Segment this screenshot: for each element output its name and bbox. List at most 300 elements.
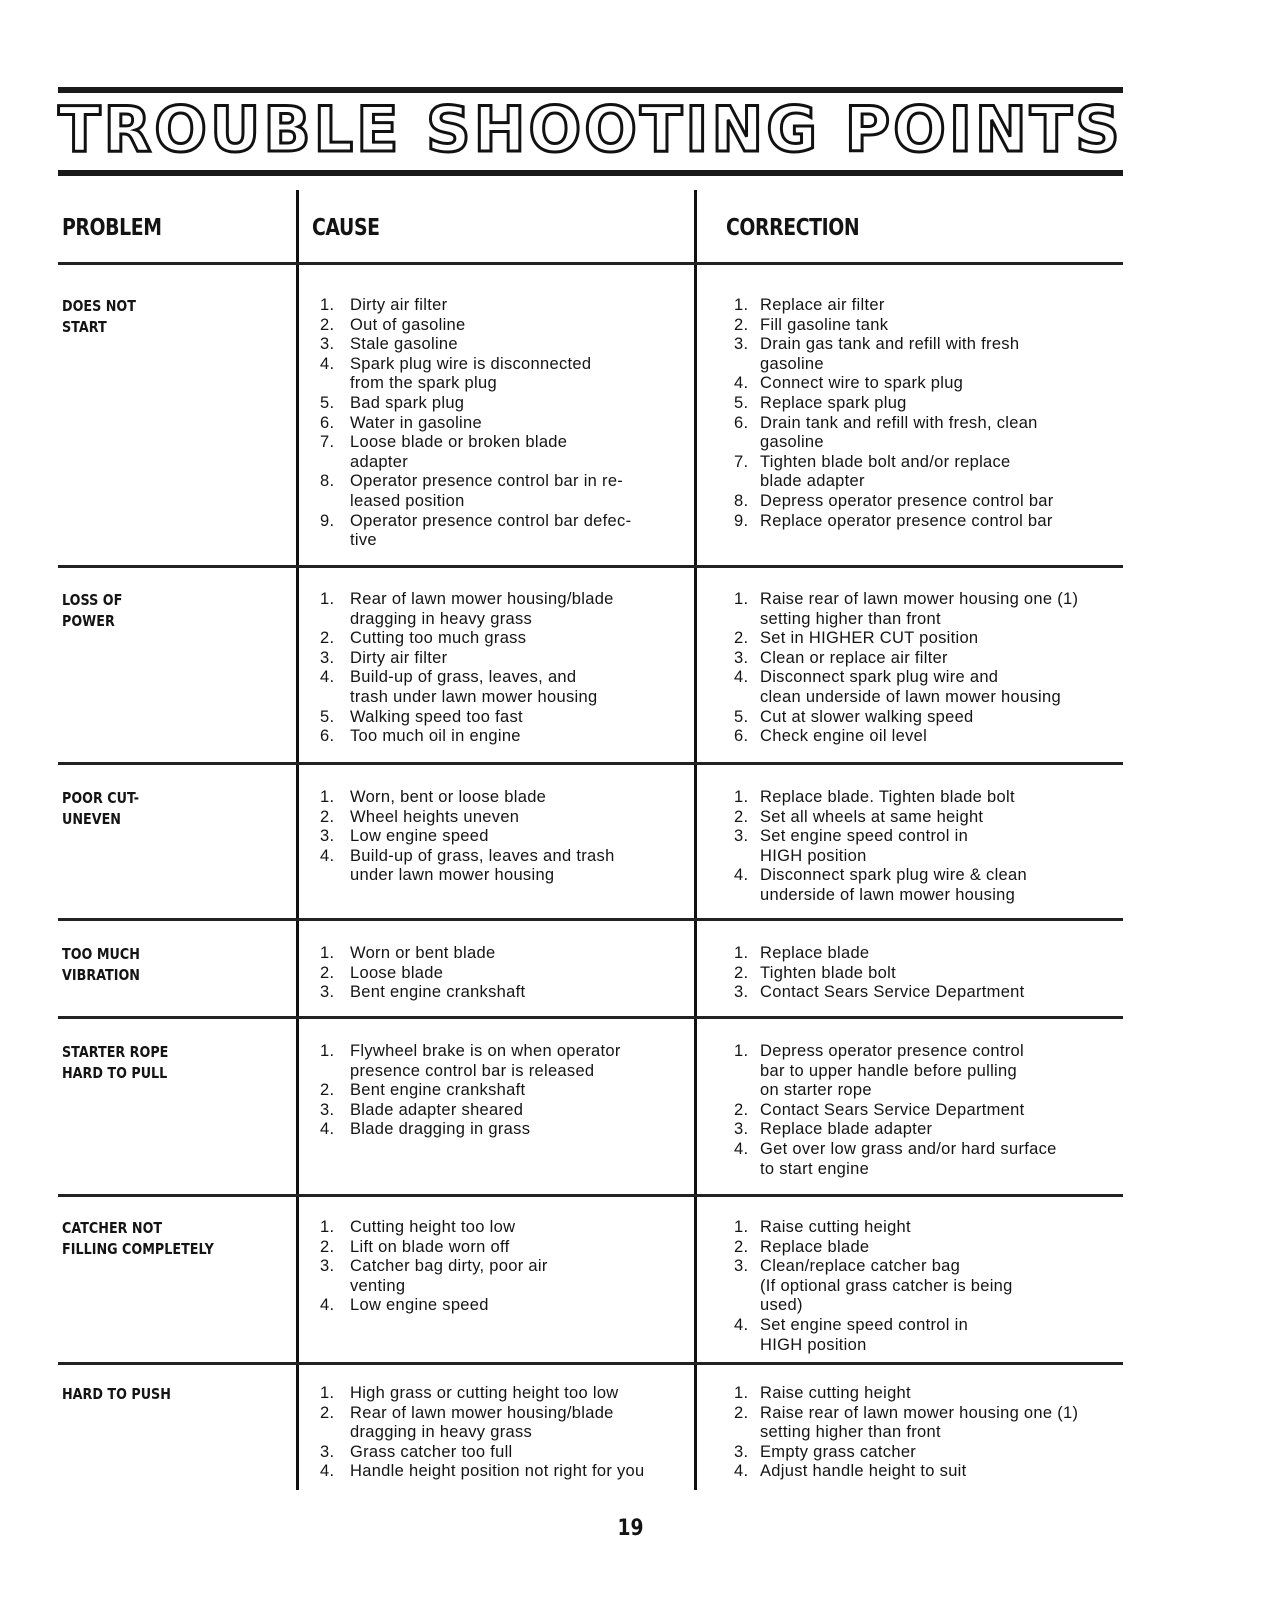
item-text: clean underside of lawn mower housing — [760, 687, 1061, 706]
item-number — [726, 1423, 760, 1443]
list-item — [726, 1062, 1126, 1082]
item-number: 1. — [734, 590, 749, 608]
item-number: 2. — [320, 315, 335, 334]
item-text: Spark plug wire is disconnected — [350, 354, 592, 373]
problem-label — [62, 590, 249, 632]
list-item — [726, 1296, 1126, 1316]
correction-list — [726, 296, 1126, 531]
cause-list — [312, 788, 682, 886]
item-text: Stale gasoline — [350, 335, 458, 354]
list-item — [726, 1101, 1126, 1121]
list-item — [312, 433, 682, 453]
item-text: HIGH position — [760, 1335, 867, 1354]
item-number — [312, 1277, 350, 1297]
item-text: Water in gasoline — [350, 413, 482, 432]
list-item — [312, 512, 682, 532]
item-number: 3. — [320, 1100, 335, 1119]
item-number: 1. — [734, 1384, 749, 1402]
item-text: dragging in heavy grass — [350, 609, 533, 628]
item-text: Bad spark plug — [350, 393, 465, 412]
list-item — [312, 296, 682, 316]
item-text: Clean or replace air filter — [760, 648, 948, 667]
list-item — [726, 335, 1126, 355]
item-number: 4. — [734, 1462, 749, 1481]
list-item — [312, 374, 682, 394]
item-number: 1. — [320, 1218, 335, 1236]
item-text: Tighten blade bolt and/or replace — [760, 452, 1011, 471]
correction-list — [726, 590, 1126, 747]
item-text: Wheel heights uneven — [350, 807, 520, 826]
item-number: 2. — [734, 1100, 749, 1119]
item-number: 1. — [734, 296, 749, 314]
item-number — [726, 1062, 760, 1082]
list-item — [726, 453, 1126, 473]
list-item — [312, 983, 682, 1003]
item-text: Operator presence control bar defec- — [350, 511, 632, 530]
item-number: 3. — [734, 1442, 749, 1461]
cause-list — [312, 1384, 682, 1482]
problem-label — [62, 1384, 249, 1405]
list-item — [726, 827, 1126, 847]
list-item — [312, 866, 682, 886]
item-number — [726, 610, 760, 630]
list-item — [312, 1384, 682, 1404]
item-number: 4. — [734, 1315, 749, 1334]
item-number: 3. — [734, 827, 749, 846]
item-text: Raise rear of lawn mower housing one (1) — [760, 1403, 1079, 1422]
item-number: 3. — [320, 1257, 335, 1276]
item-number — [726, 1296, 760, 1316]
item-text: Flywheel brake is on when operator — [350, 1042, 621, 1060]
list-item — [726, 788, 1126, 808]
list-item — [312, 964, 682, 984]
item-text: Operator presence control bar in re- — [350, 472, 624, 491]
list-item — [726, 1423, 1126, 1443]
item-number — [312, 492, 350, 512]
item-number: 4. — [734, 374, 749, 393]
item-number: 3. — [320, 335, 335, 354]
item-number: 3. — [734, 983, 749, 1002]
list-item — [726, 1257, 1126, 1277]
list-item — [312, 472, 682, 492]
list-item — [726, 1160, 1126, 1180]
item-number: 2. — [734, 1237, 749, 1256]
item-text: Replace blade — [760, 1237, 870, 1256]
list-item — [312, 808, 682, 828]
item-text: Empty grass catcher — [760, 1442, 917, 1461]
item-number: 6. — [320, 727, 335, 746]
problem-line: POOR CUT- — [62, 789, 140, 807]
correction-list — [726, 1384, 1126, 1482]
problem-line: HARD TO PUSH — [62, 1385, 171, 1403]
item-text: Build-up of grass, leaves and trash — [350, 846, 615, 865]
item-number: 7. — [734, 452, 749, 471]
problem-label — [62, 1042, 249, 1084]
list-item — [726, 688, 1126, 708]
item-text: Check engine oil level — [760, 727, 928, 746]
list-item — [726, 492, 1126, 512]
item-text: Dirty air filter — [350, 648, 448, 667]
item-text: Low engine speed — [350, 1296, 489, 1315]
row-separator — [58, 1016, 1123, 1019]
list-item — [726, 1384, 1126, 1404]
list-item — [726, 964, 1126, 984]
item-number: 9. — [320, 511, 335, 530]
list-item — [312, 1081, 682, 1101]
correction-list — [726, 1218, 1126, 1355]
problem-label — [62, 1218, 249, 1260]
list-item — [312, 727, 682, 747]
list-item — [726, 512, 1126, 532]
item-number: 4. — [320, 1120, 335, 1139]
list-item — [312, 590, 682, 610]
list-item — [726, 355, 1126, 375]
list-item — [726, 983, 1126, 1003]
item-text: Replace blade — [760, 944, 870, 962]
item-text: to start engine — [760, 1159, 870, 1178]
item-text: Get over low grass and/or hard surface — [760, 1139, 1057, 1158]
item-number: 2. — [734, 315, 749, 334]
list-item — [312, 629, 682, 649]
row-separator — [58, 262, 1123, 265]
item-text: Cutting too much grass — [350, 629, 527, 648]
item-number: 6. — [734, 727, 749, 746]
item-number — [726, 355, 760, 375]
item-text: trash under lawn mower housing — [350, 687, 598, 706]
item-number: 5. — [320, 707, 335, 726]
list-item — [312, 492, 682, 512]
item-text: Replace blade. Tighten blade bolt — [760, 788, 1015, 806]
item-text: Clean/replace catcher bag — [760, 1257, 961, 1276]
item-number — [312, 531, 350, 551]
item-number: 9. — [734, 511, 749, 530]
item-number — [312, 1423, 350, 1443]
list-item — [312, 531, 682, 551]
list-item — [726, 296, 1126, 316]
item-text: Walking speed too fast — [350, 707, 523, 726]
row-separator — [58, 762, 1123, 765]
list-item — [726, 1443, 1126, 1463]
item-number: 6. — [734, 413, 749, 432]
item-number: 1. — [320, 788, 335, 806]
item-number: 2. — [320, 807, 335, 826]
item-text: gasoline — [760, 354, 824, 373]
item-text: Low engine speed — [350, 827, 489, 846]
problem-line: LOSS OF — [62, 591, 123, 609]
item-number — [726, 1277, 760, 1297]
item-number: 4. — [734, 866, 749, 885]
list-item — [726, 374, 1126, 394]
item-text: Contact Sears Service Department — [760, 983, 1025, 1002]
item-text: Bent engine crankshaft — [350, 983, 526, 1002]
list-item — [312, 453, 682, 473]
item-text: Loose blade — [350, 963, 444, 982]
item-text: Dirty air filter — [350, 296, 448, 314]
item-number: 1. — [734, 944, 749, 962]
problem-line: STARTER ROPE — [62, 1043, 169, 1061]
item-text: Raise rear of lawn mower housing one (1) — [760, 590, 1079, 608]
problem-label — [62, 788, 249, 830]
item-text: venting — [350, 1276, 406, 1295]
item-number: 1. — [320, 1042, 335, 1060]
column-divider-2 — [694, 190, 697, 1490]
item-number — [726, 1160, 760, 1180]
item-text: Replace blade adapter — [760, 1120, 933, 1139]
item-text: Set engine speed control in — [760, 1315, 969, 1334]
item-number: 1. — [320, 944, 335, 962]
list-item — [726, 1140, 1126, 1160]
problem-line: TOO MUCH — [62, 945, 140, 963]
list-item — [726, 1081, 1126, 1101]
item-number: 5. — [734, 393, 749, 412]
item-text: blade adapter — [760, 472, 865, 491]
list-item — [312, 1218, 682, 1238]
item-number: 4. — [320, 1296, 335, 1315]
cause-list — [312, 1042, 682, 1140]
item-number: 3. — [734, 335, 749, 354]
item-text: used) — [760, 1296, 803, 1315]
item-text: leased position — [350, 491, 465, 510]
item-text: bar to upper handle before pulling — [760, 1061, 1017, 1080]
list-item — [312, 649, 682, 669]
list-item — [312, 668, 682, 688]
item-text: Rear of lawn mower housing/blade — [350, 1403, 614, 1422]
list-item — [312, 1062, 682, 1082]
item-text: Blade adapter sheared — [350, 1100, 524, 1119]
item-number: 2. — [734, 629, 749, 648]
item-number: 5. — [320, 393, 335, 412]
item-text: Bent engine crankshaft — [350, 1081, 526, 1100]
item-number: 8. — [320, 472, 335, 491]
item-text: Lift on blade worn off — [350, 1237, 510, 1256]
list-item — [726, 1462, 1126, 1482]
item-text: Depress operator presence control — [760, 1042, 1024, 1060]
item-number: 2. — [734, 807, 749, 826]
problem-line: START — [62, 318, 107, 336]
problem-line: UNEVEN — [62, 810, 121, 828]
list-item — [726, 1277, 1126, 1297]
item-number: 1. — [320, 1384, 335, 1402]
problem-line: VIBRATION — [62, 966, 140, 984]
item-number: 3. — [320, 827, 335, 846]
item-text: Disconnect spark plug wire and — [760, 668, 999, 687]
list-item — [312, 1462, 682, 1482]
list-item — [312, 827, 682, 847]
correction-list — [726, 788, 1126, 906]
list-item — [312, 316, 682, 336]
item-number — [726, 433, 760, 453]
item-number: 3. — [734, 1257, 749, 1276]
item-number: 4. — [734, 668, 749, 687]
list-item — [312, 610, 682, 630]
item-number: 7. — [320, 433, 335, 452]
list-item — [726, 1042, 1126, 1062]
list-item — [312, 1404, 682, 1424]
cause-list — [312, 590, 682, 747]
item-text: Fill gasoline tank — [760, 315, 889, 334]
item-text: Tighten blade bolt — [760, 963, 896, 982]
item-text: Contact Sears Service Department — [760, 1100, 1025, 1119]
item-number: 3. — [320, 983, 335, 1002]
list-item — [726, 1404, 1126, 1424]
title-rule-bottom — [58, 170, 1123, 176]
problem-line: CATCHER NOT — [62, 1219, 163, 1237]
list-item — [726, 1218, 1126, 1238]
list-item — [726, 649, 1126, 669]
item-text: (If optional grass catcher is being — [760, 1276, 1013, 1295]
item-text: gasoline — [760, 433, 824, 452]
item-number — [312, 866, 350, 886]
row-separator — [58, 1362, 1123, 1365]
item-number — [312, 610, 350, 630]
item-text: dragging in heavy grass — [350, 1423, 533, 1442]
item-text: presence control bar is released — [350, 1061, 595, 1080]
item-number: 4. — [320, 1462, 335, 1481]
list-item — [726, 433, 1126, 453]
list-item — [726, 886, 1126, 906]
list-item — [312, 847, 682, 867]
list-item — [726, 316, 1126, 336]
problem-line: FILLING COMPLETELY — [62, 1240, 214, 1258]
list-item — [312, 708, 682, 728]
list-item — [726, 1336, 1126, 1356]
item-text: Set engine speed control in — [760, 827, 969, 846]
list-item — [312, 1257, 682, 1277]
item-text: Catcher bag dirty, poor air — [350, 1257, 548, 1276]
list-item — [312, 394, 682, 414]
item-text: Replace air filter — [760, 296, 885, 314]
list-item — [726, 866, 1126, 886]
item-text: Connect wire to spark plug — [760, 374, 964, 393]
item-text: setting higher than front — [760, 1423, 941, 1442]
item-text: on starter rope — [760, 1081, 872, 1100]
list-item — [726, 629, 1126, 649]
list-item — [312, 414, 682, 434]
item-text: HIGH position — [760, 846, 867, 865]
cause-list — [312, 944, 682, 1003]
row-separator — [58, 565, 1123, 568]
page-title: TROUBLE SHOOTING POINTS — [58, 93, 1123, 166]
item-number: 1. — [734, 788, 749, 806]
item-number — [726, 472, 760, 492]
item-text: Disconnect spark plug wire & clean — [760, 866, 1027, 885]
cause-list — [312, 296, 682, 551]
item-number: 8. — [734, 491, 749, 510]
list-item — [312, 1238, 682, 1258]
item-number: 2. — [734, 1403, 749, 1422]
list-item — [312, 1443, 682, 1463]
list-item — [726, 944, 1126, 964]
item-text: Worn or bent blade — [350, 944, 496, 962]
list-item — [726, 808, 1126, 828]
item-number — [312, 453, 350, 473]
list-item — [726, 414, 1126, 434]
list-item — [312, 1042, 682, 1062]
item-text: Drain tank and refill with fresh, clean — [760, 413, 1038, 432]
item-number: 3. — [320, 1442, 335, 1461]
item-number — [726, 886, 760, 906]
item-text: Cutting height too low — [350, 1218, 516, 1236]
item-text: underside of lawn mower housing — [760, 885, 1016, 904]
row-separator — [58, 1194, 1123, 1197]
list-item — [726, 847, 1126, 867]
cause-list — [312, 1218, 682, 1316]
item-text: Cut at slower walking speed — [760, 707, 974, 726]
problem-line: HARD TO PULL — [62, 1064, 168, 1082]
problem-line: DOES NOT — [62, 297, 136, 315]
item-text: Replace spark plug — [760, 393, 907, 412]
item-text: Raise cutting height — [760, 1218, 911, 1236]
header-cause: CAUSE — [312, 215, 380, 241]
item-number — [312, 374, 350, 394]
item-text: Too much oil in engine — [350, 727, 521, 746]
item-text: under lawn mower housing — [350, 866, 555, 885]
item-text: Blade dragging in grass — [350, 1120, 531, 1139]
item-text: Grass catcher too full — [350, 1442, 513, 1461]
header-problem: PROBLEM — [62, 215, 162, 241]
item-number: 2. — [320, 963, 335, 982]
list-item — [726, 590, 1126, 610]
item-text: Raise cutting height — [760, 1384, 911, 1402]
list-item — [726, 727, 1126, 747]
list-item — [312, 1423, 682, 1443]
item-text: Loose blade or broken blade — [350, 433, 568, 452]
item-number — [726, 1081, 760, 1101]
list-item — [726, 610, 1126, 630]
item-text: adapter — [350, 452, 409, 471]
list-item — [312, 335, 682, 355]
item-number: 2. — [320, 1081, 335, 1100]
item-number: 3. — [734, 648, 749, 667]
column-divider-1 — [296, 190, 299, 1490]
item-text: High grass or cutting height too low — [350, 1384, 619, 1402]
item-text: Handle height position not right for you — [350, 1462, 645, 1481]
item-number: 3. — [734, 1120, 749, 1139]
list-item — [726, 472, 1126, 492]
item-number: 2. — [734, 963, 749, 982]
item-number: 1. — [320, 296, 335, 314]
item-text: tive — [350, 531, 377, 550]
item-number: 4. — [320, 354, 335, 373]
item-number: 1. — [734, 1218, 749, 1236]
list-item — [726, 1316, 1126, 1336]
list-item — [312, 355, 682, 375]
item-number — [312, 688, 350, 708]
item-text: Replace operator presence control bar — [760, 511, 1053, 530]
list-item — [726, 394, 1126, 414]
item-number: 4. — [734, 1139, 749, 1158]
correction-list — [726, 944, 1126, 1003]
problem-line: POWER — [62, 612, 115, 630]
item-number: 3. — [320, 648, 335, 667]
item-text: setting higher than front — [760, 609, 941, 628]
page-number: 19 — [617, 1516, 644, 1541]
item-text: Worn, bent or loose blade — [350, 788, 547, 806]
list-item — [726, 668, 1126, 688]
header-correction: CORRECTION — [726, 215, 860, 241]
correction-list — [726, 1042, 1126, 1179]
item-number: 6. — [320, 413, 335, 432]
item-number: 1. — [734, 1042, 749, 1060]
list-item — [726, 708, 1126, 728]
list-item — [726, 1238, 1126, 1258]
list-item — [312, 1101, 682, 1121]
item-number: 2. — [320, 629, 335, 648]
item-number: 4. — [320, 668, 335, 687]
item-number: 2. — [320, 1403, 335, 1422]
list-item — [312, 1120, 682, 1140]
item-text: Depress operator presence control bar — [760, 491, 1054, 510]
